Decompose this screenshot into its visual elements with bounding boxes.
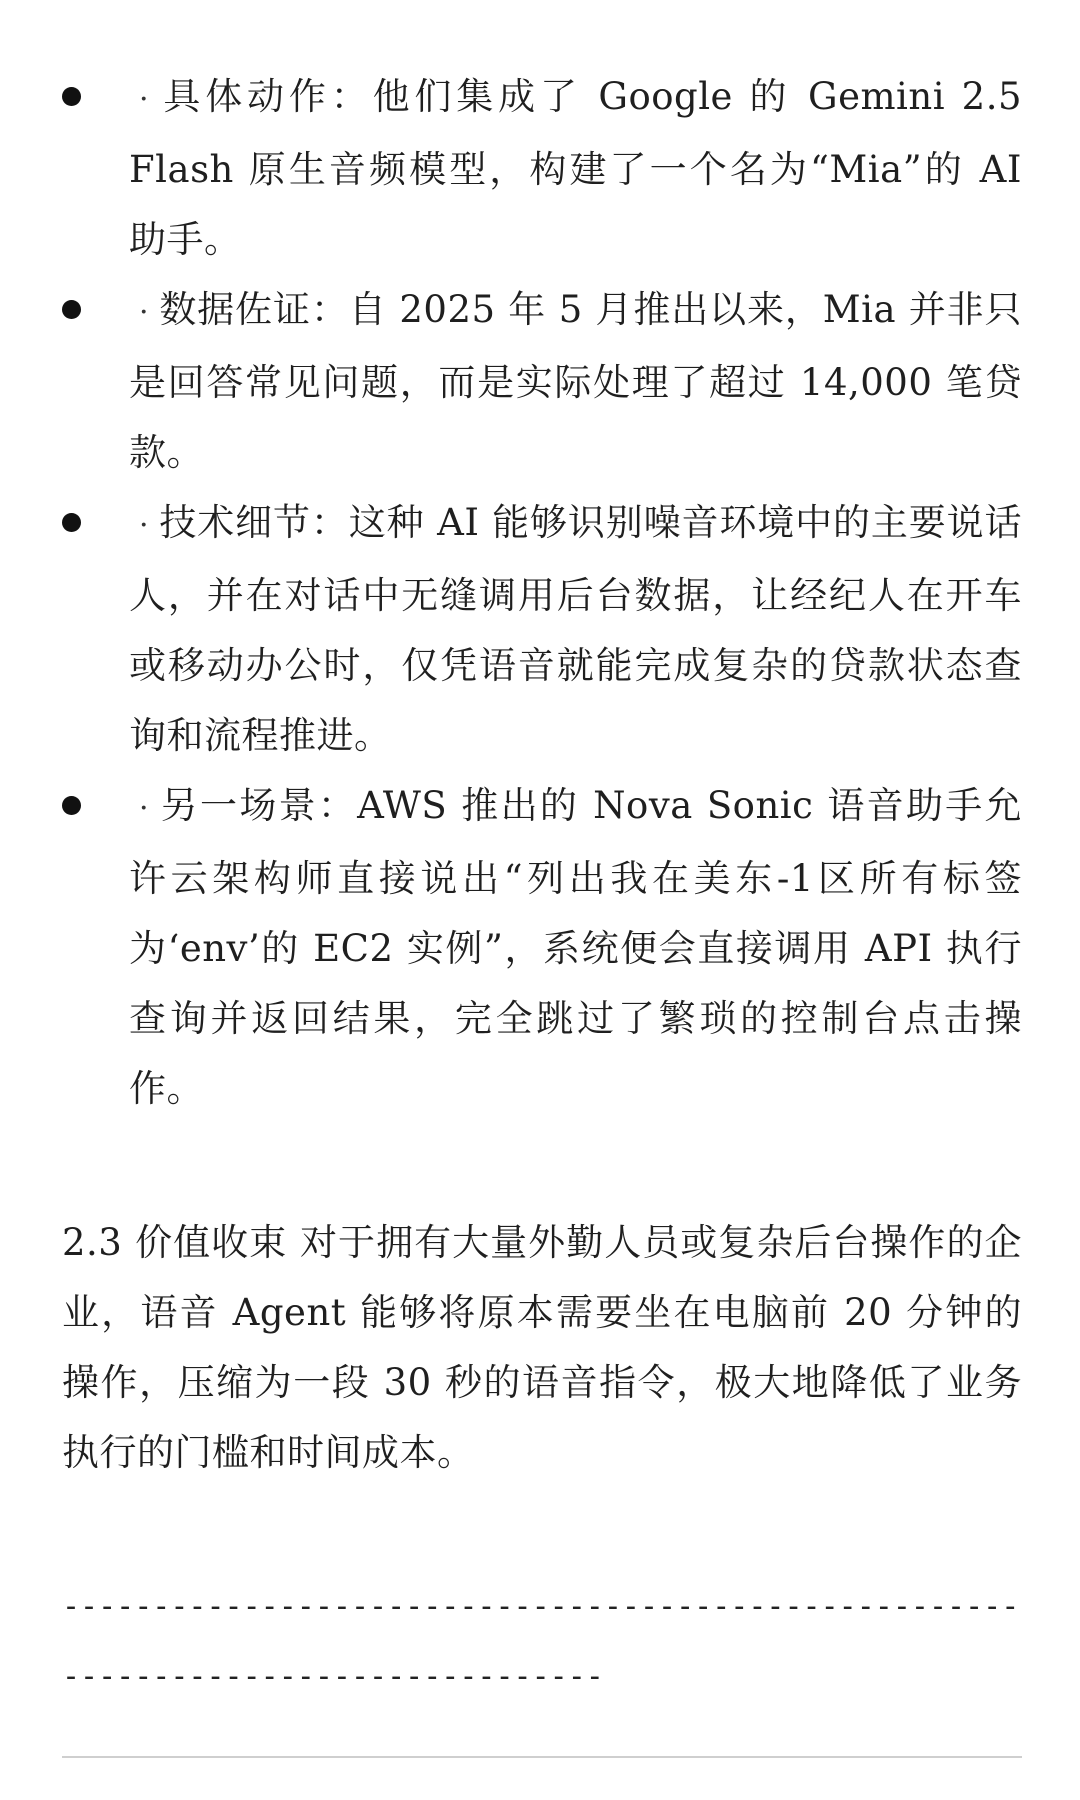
dashed-divider-text: ----------------------------------------------------------------------------------- [62,1589,1020,1694]
middle-dot: · [138,295,150,330]
bullet-dot-icon [62,300,81,319]
list-item [62,62,1022,275]
bullet-dot-icon [62,87,81,106]
middle-dot: · [138,82,150,117]
article-content [62,62,1022,1712]
summary-paragraph: 2.3 价值收束 对于拥有大量外勤人员或复杂后台操作的企业，语音 Agent 能够将原本需要坐在电脑前 20 分钟的操作，压缩为一段 30 秒的语音指令，极大地降低了业务执行的门槛和时间成本。 [62,1221,1022,1474]
middle-dot: · [138,791,150,826]
list-item [62,488,1022,771]
list-item-text: 数据佐证：自 2025 年 5 月推出以来，Mia 并非只是回答常见问题，而是实际处理了超过 14,000 笔贷款。 [129,288,1022,474]
list-item [62,275,1022,488]
list-item-text: 另一场景：AWS 推出的 Nova Sonic 语音助手允许云架构师直接说出“列出我在美东-1区所有标签为‘env’的 EC2 实例”，系统便会直接调用 API 执行查询并返回结果，完全跳过了繁琐的控制台点击操作。 [129,784,1022,1110]
horizontal-rule [62,1756,1022,1758]
bullet-dot-icon [62,796,81,815]
bullet-list [62,62,1022,1124]
bullet-dot-icon [62,513,81,532]
list-item [62,771,1022,1124]
list-item-text: 技术细节：这种 AI 能够识别噪音环境中的主要说话人，并在对话中无缝调用后台数据，让经纪人在开车或移动办公时，仅凭语音就能完成复杂的贷款状态查询和流程推进。 [129,501,1022,757]
middle-dot: · [138,508,150,543]
list-item-text: 具体动作：他们集成了 Google 的 Gemini 2.5 Flash 原生音频模型，构建了一个名为“Mia”的 AI 助手。 [129,75,1022,261]
